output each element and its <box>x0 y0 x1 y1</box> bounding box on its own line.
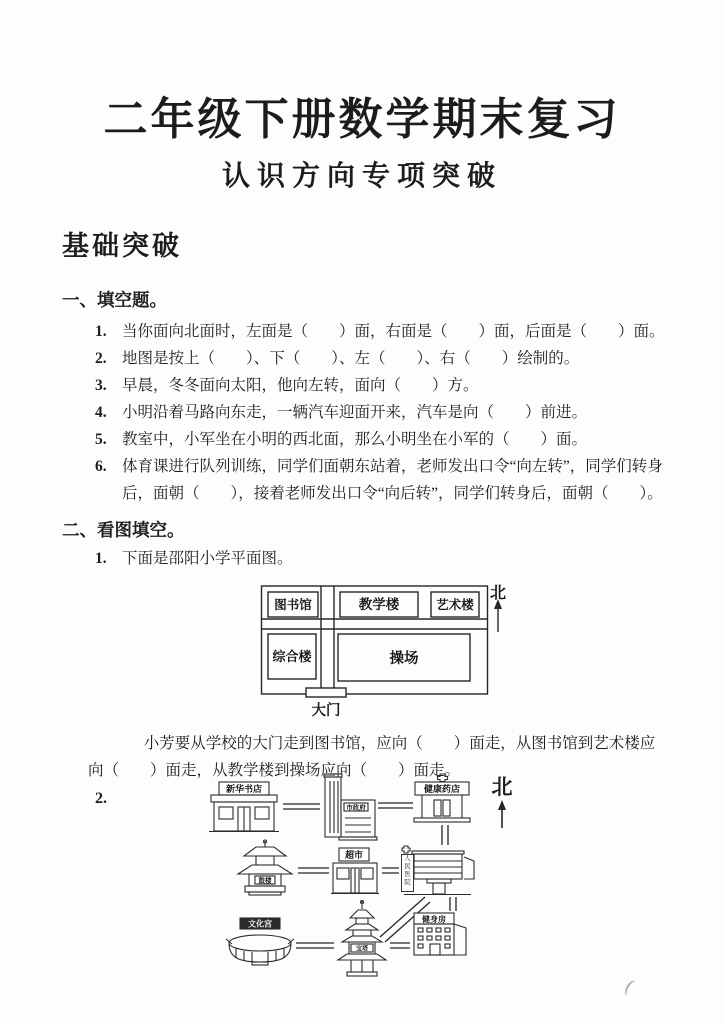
road-hospital-gym <box>450 897 456 911</box>
north-label: 北 <box>491 775 513 799</box>
pharmacy-sign-label: 健康药店 <box>423 784 461 794</box>
pagoda-icon <box>334 899 390 977</box>
pagoda-sign-label: 宝塔 <box>355 946 369 953</box>
road-culture-pagoda <box>296 943 334 948</box>
item-number: 6. <box>95 458 107 476</box>
part1-heading: 一、填空题。 <box>62 290 167 311</box>
building-gym <box>410 911 470 959</box>
culture-palace-sign-label: 文化宫 <box>248 919 272 929</box>
map-art-label: 艺术楼 <box>436 598 474 613</box>
building-drum-tower <box>232 839 298 897</box>
building-pharmacy <box>413 773 471 825</box>
building-pagoda <box>334 899 390 977</box>
item-text: 当你面向北面时，左面是（ ）面，右面是（ ）面，后面是（ ）面。 <box>122 323 665 341</box>
road-bookstore-cityhall <box>283 804 320 809</box>
culture-palace-icon <box>224 916 296 966</box>
city-map-north-indicator <box>482 775 522 834</box>
map-gate-box <box>306 688 346 697</box>
bookstore-sign-label: 新华书店 <box>225 784 263 794</box>
gym-sign-label: 健身房 <box>422 915 446 924</box>
hospital-sign-label: 人民医院 <box>401 854 414 892</box>
part2-heading: 二、看图填空。 <box>62 520 185 541</box>
road-cityhall-pharmacy <box>378 803 413 808</box>
road-pharmacy-hospital <box>442 825 448 845</box>
item-text: 地图是按上（ ）、下（ ）、左（ ）、右（ ）绘制的。 <box>122 350 580 368</box>
building-supermarket <box>329 847 381 895</box>
item-text: 小明沿着马路向东走，一辆汽车迎面开来，汽车是向（ ）前进。 <box>122 404 588 422</box>
map-complex-label: 综合楼 <box>272 649 312 665</box>
school-map-diagram <box>260 576 516 726</box>
part2-q2-number: 2. <box>95 790 107 808</box>
bookstore-icon <box>205 781 283 833</box>
city-hall-sign-label: 市政府 <box>346 804 366 812</box>
map-teaching-label: 教学楼 <box>358 597 400 613</box>
road-drumtower-supermarket <box>298 868 329 873</box>
fill-item-2 <box>95 345 680 372</box>
fill-item-1 <box>95 318 680 345</box>
part2-q1-line <box>95 545 680 572</box>
fill-item-5 <box>95 426 680 453</box>
item-number: 3. <box>95 377 107 395</box>
drum-tower-sign-label: 鼓楼 <box>258 877 272 885</box>
map-north-label: 北 <box>489 585 507 603</box>
building-bookstore <box>205 781 283 833</box>
map-library-label: 图书馆 <box>274 598 312 613</box>
building-culture-palace <box>224 916 296 966</box>
fill-item-3 <box>95 372 680 399</box>
supermarket-sign-label: 超市 <box>344 850 364 860</box>
city-hall-icon <box>320 773 378 841</box>
city-map-diagram <box>183 773 528 1008</box>
map-playground-label: 操场 <box>389 651 419 668</box>
item-number: 5. <box>95 431 107 449</box>
cross-icon <box>402 846 410 853</box>
section-heading: 基础突破 <box>62 231 182 262</box>
item-number: 4. <box>95 404 107 422</box>
road-pagoda-gym <box>390 943 410 948</box>
item-text: 体育课进行队列训练，同学们面朝东站着，老师发出口令“向左转”，同学们转身后，面朝（ ），接着老师发出口令“向后转”，同学们转身后，面朝（ ）。 <box>122 458 663 503</box>
fill-item-6 <box>95 453 680 507</box>
item-text: 教室中，小军坐在小明的西北面，那么小明坐在小军的（ ）面。 <box>122 431 588 449</box>
part2-q1-paragraph: 小芳要从学校的大门走到图书馆，应向（ ）面走，从图书馆到艺术楼应向（ ）面走，从教学楼到操场应向（ ）面走。 <box>88 735 656 780</box>
north-arrow-icon <box>495 799 509 829</box>
building-city-hall <box>320 773 378 841</box>
fill-in-items <box>0 318 724 507</box>
drum-tower-icon <box>232 839 298 897</box>
item-number: 2. <box>95 350 107 368</box>
building-hospital <box>399 845 475 897</box>
item-text: 下面是邵阳小学平面图。 <box>122 550 293 568</box>
gym-icon <box>410 911 470 959</box>
supermarket-icon <box>329 847 381 895</box>
item-text: 早晨，冬冬面向太阳，他向左转，面向（ ）方。 <box>122 377 479 395</box>
scan-smudge <box>622 978 641 1000</box>
page-title: 二年级下册数学期末复习 <box>103 95 621 144</box>
page-subtitle: 认识方向专项突破 <box>221 161 502 193</box>
item-number: 1. <box>95 323 107 341</box>
pharmacy-icon <box>413 773 471 825</box>
item-number: 1. <box>95 550 107 568</box>
cross-icon <box>438 774 448 782</box>
road-supermarket-hospital <box>382 868 399 873</box>
map-gate-label: 大门 <box>311 703 341 720</box>
fill-item-4 <box>95 399 680 426</box>
